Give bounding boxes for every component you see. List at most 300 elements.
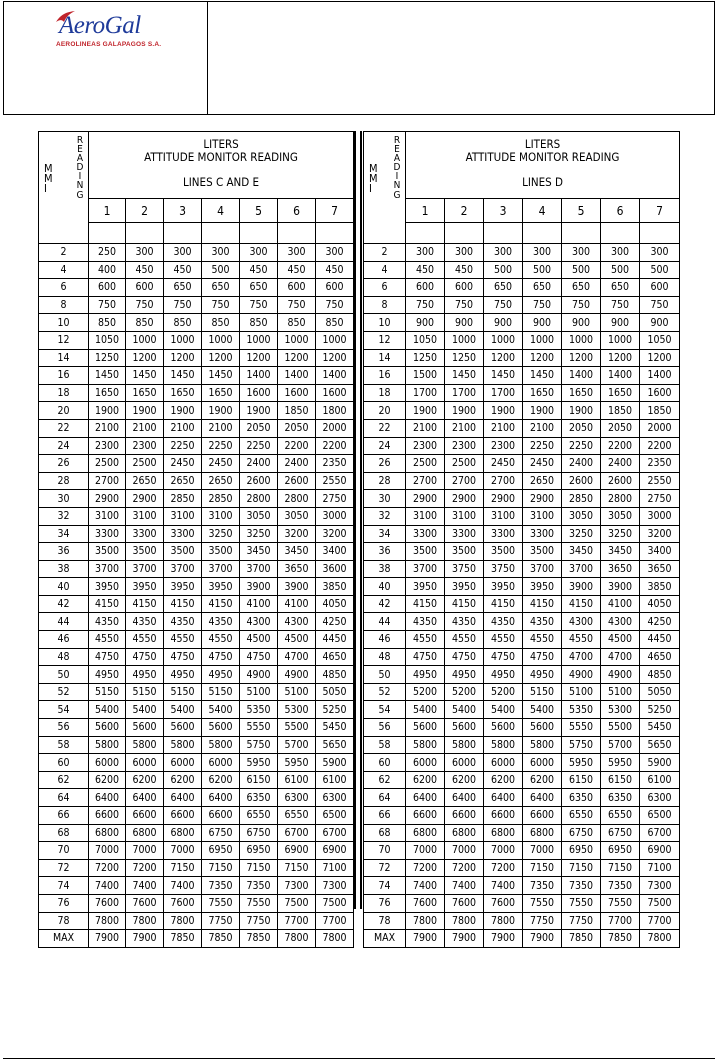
table-row bbox=[364, 842, 680, 860]
liters-cell: 3300 bbox=[126, 525, 164, 543]
liters-cell: 7150 bbox=[164, 859, 202, 877]
liters-cell: 750 bbox=[445, 296, 484, 314]
liters-cell: 6800 bbox=[89, 824, 126, 842]
table-row bbox=[39, 560, 354, 578]
blank-header-cell bbox=[601, 223, 640, 244]
liters-cell: 3050 bbox=[601, 507, 640, 525]
liters-cell: 2850 bbox=[164, 490, 202, 508]
liters-cell: 5900 bbox=[640, 754, 680, 772]
liters-cell: 4750 bbox=[202, 648, 240, 666]
liters-cell: 5800 bbox=[445, 736, 484, 754]
liters-cell: 7150 bbox=[562, 859, 601, 877]
liters-cell: 1400 bbox=[240, 367, 278, 385]
mmi-cell: 58 bbox=[364, 736, 406, 754]
fuel-table-lines-c-and-e bbox=[38, 131, 354, 948]
liters-cell: 7600 bbox=[445, 894, 484, 912]
liters-cell: 6300 bbox=[640, 789, 680, 807]
mmi-cell: 34 bbox=[364, 525, 406, 543]
liters-cell: 300 bbox=[601, 244, 640, 262]
liters-cell: 4350 bbox=[89, 613, 126, 631]
liters-cell: 750 bbox=[126, 296, 164, 314]
mmi-cell: 42 bbox=[364, 595, 406, 613]
column-header: 4 bbox=[202, 199, 240, 223]
liters-cell: 850 bbox=[89, 314, 126, 332]
table-row bbox=[364, 613, 680, 631]
liters-cell: 4150 bbox=[523, 595, 562, 613]
liters-cell: 6000 bbox=[202, 754, 240, 772]
table-row bbox=[39, 349, 354, 367]
liters-cell: 7350 bbox=[562, 877, 601, 895]
table-body bbox=[39, 244, 354, 948]
lines-subtitle: LINES D bbox=[522, 175, 563, 189]
mmi-cell: 58 bbox=[39, 736, 89, 754]
liters-cell: 2400 bbox=[240, 455, 278, 473]
liters-cell: 7500 bbox=[278, 894, 316, 912]
liters-cell: 2400 bbox=[601, 455, 640, 473]
liters-cell: 1250 bbox=[406, 349, 445, 367]
liters-cell: 1200 bbox=[202, 349, 240, 367]
liters-cell: 1000 bbox=[316, 331, 354, 349]
table-row bbox=[364, 631, 680, 649]
liters-cell: 2300 bbox=[406, 437, 445, 455]
mmi-cell: 18 bbox=[364, 384, 406, 402]
liters-cell: 3950 bbox=[89, 578, 126, 596]
liters-cell: 6600 bbox=[164, 807, 202, 825]
table-row bbox=[364, 296, 680, 314]
liters-cell: 2900 bbox=[445, 490, 484, 508]
liters-cell: 6700 bbox=[640, 824, 680, 842]
liters-cell: 2850 bbox=[202, 490, 240, 508]
mmi-cell: 10 bbox=[39, 314, 89, 332]
mmi-cell: 32 bbox=[39, 507, 89, 525]
liters-cell: 450 bbox=[316, 261, 354, 279]
liters-cell: 2050 bbox=[278, 419, 316, 437]
liters-cell: 7850 bbox=[202, 930, 240, 948]
mmi-cell: 46 bbox=[364, 631, 406, 649]
liters-cell: 7700 bbox=[316, 912, 354, 930]
mmi-cell: 52 bbox=[364, 683, 406, 701]
mmi-cell: 30 bbox=[364, 490, 406, 508]
liters-cell: 650 bbox=[202, 279, 240, 297]
liters-cell: 4750 bbox=[126, 648, 164, 666]
liters-cell: 4450 bbox=[316, 631, 354, 649]
liters-cell: 6550 bbox=[278, 807, 316, 825]
liters-cell: 4550 bbox=[445, 631, 484, 649]
table-row bbox=[39, 613, 354, 631]
liters-cell: 600 bbox=[126, 279, 164, 297]
liters-cell: 4550 bbox=[523, 631, 562, 649]
mmi-reading-header bbox=[364, 132, 406, 244]
liters-cell: 6400 bbox=[523, 789, 562, 807]
liters-cell: 1200 bbox=[640, 349, 680, 367]
mmi-cell: 70 bbox=[39, 842, 89, 860]
table-row bbox=[39, 807, 354, 825]
liters-cell: 450 bbox=[126, 261, 164, 279]
mmi-cell: 38 bbox=[364, 560, 406, 578]
liters-cell: 6100 bbox=[316, 771, 354, 789]
liters-cell: 4750 bbox=[240, 648, 278, 666]
liters-cell: 2100 bbox=[445, 419, 484, 437]
liters-cell: 300 bbox=[406, 244, 445, 262]
mmi-cell: 18 bbox=[39, 384, 89, 402]
liters-cell: 3100 bbox=[202, 507, 240, 525]
table-row bbox=[39, 771, 354, 789]
liters-cell: 1250 bbox=[445, 349, 484, 367]
mmi-reading-header bbox=[39, 132, 89, 244]
table-row bbox=[364, 331, 680, 349]
liters-cell: 2300 bbox=[89, 437, 126, 455]
liters-cell: 6200 bbox=[445, 771, 484, 789]
mmi-cell: 6 bbox=[364, 279, 406, 297]
liters-cell: 1900 bbox=[523, 402, 562, 420]
blank-header-cell bbox=[523, 223, 562, 244]
liters-cell: 750 bbox=[240, 296, 278, 314]
liters-cell: 1700 bbox=[484, 384, 523, 402]
liters-cell: 1900 bbox=[562, 402, 601, 420]
liters-cell: 2800 bbox=[278, 490, 316, 508]
mmi-cell: 74 bbox=[39, 877, 89, 895]
liters-cell: 4150 bbox=[89, 595, 126, 613]
liters-cell: 6350 bbox=[240, 789, 278, 807]
column-header: 3 bbox=[164, 199, 202, 223]
liters-cell: 6000 bbox=[89, 754, 126, 772]
liters-cell: 1650 bbox=[202, 384, 240, 402]
liters-cell: 850 bbox=[278, 314, 316, 332]
reading-label: R E A D I N G bbox=[76, 135, 84, 201]
mmi-cell: 16 bbox=[39, 367, 89, 385]
liters-cell: 850 bbox=[240, 314, 278, 332]
mmi-cell: 48 bbox=[39, 648, 89, 666]
liters-cell: 7800 bbox=[484, 912, 523, 930]
liters-cell: 6400 bbox=[164, 789, 202, 807]
liters-cell: 4350 bbox=[445, 613, 484, 631]
table-divider bbox=[354, 131, 362, 909]
liters-cell: 3050 bbox=[278, 507, 316, 525]
liters-cell: 5200 bbox=[406, 683, 445, 701]
liters-cell: 5600 bbox=[445, 719, 484, 737]
liters-cell: 900 bbox=[562, 314, 601, 332]
liters-cell: 3500 bbox=[164, 543, 202, 561]
table-row bbox=[39, 824, 354, 842]
liters-cell: 6350 bbox=[601, 789, 640, 807]
table-row bbox=[39, 930, 354, 948]
table-row bbox=[39, 754, 354, 772]
liters-cell: 7200 bbox=[445, 859, 484, 877]
liters-cell: 4950 bbox=[406, 666, 445, 684]
liters-cell: 6700 bbox=[278, 824, 316, 842]
liters-cell: 3100 bbox=[89, 507, 126, 525]
liters-cell: 7750 bbox=[240, 912, 278, 930]
liters-cell: 7900 bbox=[523, 930, 562, 948]
mmi-cell: 20 bbox=[364, 402, 406, 420]
liters-cell: 7900 bbox=[445, 930, 484, 948]
table-row bbox=[39, 472, 354, 490]
blank-header-cell bbox=[240, 223, 278, 244]
liters-cell: 2700 bbox=[484, 472, 523, 490]
liters-cell: 3950 bbox=[126, 578, 164, 596]
table-row bbox=[364, 824, 680, 842]
liters-cell: 4550 bbox=[89, 631, 126, 649]
liters-cell: 5400 bbox=[523, 701, 562, 719]
logo-wordmark: AeroGal bbox=[59, 12, 141, 39]
liters-cell: 6350 bbox=[562, 789, 601, 807]
liters-cell: 6000 bbox=[445, 754, 484, 772]
liters-cell: 900 bbox=[601, 314, 640, 332]
liters-cell: 650 bbox=[164, 279, 202, 297]
liters-cell: 5050 bbox=[640, 683, 680, 701]
footer-rule bbox=[3, 1058, 715, 1059]
liters-cell: 3050 bbox=[240, 507, 278, 525]
liters-cell: 1600 bbox=[278, 384, 316, 402]
liters-cell: 2100 bbox=[523, 419, 562, 437]
liters-cell: 5100 bbox=[562, 683, 601, 701]
liters-cell: 5400 bbox=[164, 701, 202, 719]
mmi-cell: 40 bbox=[364, 578, 406, 596]
liters-cell: 7900 bbox=[484, 930, 523, 948]
liters-cell: 7300 bbox=[640, 877, 680, 895]
liters-cell: 3500 bbox=[523, 543, 562, 561]
liters-cell: 5400 bbox=[406, 701, 445, 719]
liters-cell: 2250 bbox=[240, 437, 278, 455]
liters-cell: 6400 bbox=[445, 789, 484, 807]
blank-header-cell bbox=[562, 223, 601, 244]
liters-cell: 1450 bbox=[164, 367, 202, 385]
liters-cell: 3900 bbox=[240, 578, 278, 596]
liters-cell: 750 bbox=[640, 296, 680, 314]
table-row bbox=[39, 912, 354, 930]
liters-cell: 3900 bbox=[562, 578, 601, 596]
table-row bbox=[364, 349, 680, 367]
liters-cell: 650 bbox=[240, 279, 278, 297]
liters-cell: 300 bbox=[126, 244, 164, 262]
table-row bbox=[364, 419, 680, 437]
liters-cell: 5600 bbox=[202, 719, 240, 737]
table-row bbox=[364, 560, 680, 578]
liters-cell: 1400 bbox=[562, 367, 601, 385]
liters-cell: 2700 bbox=[406, 472, 445, 490]
liters-cell: 500 bbox=[523, 261, 562, 279]
liters-cell: 7400 bbox=[445, 877, 484, 895]
liters-cell: 6800 bbox=[445, 824, 484, 842]
liters-cell: 600 bbox=[316, 279, 354, 297]
liters-cell: 6600 bbox=[484, 807, 523, 825]
liters-cell: 3700 bbox=[164, 560, 202, 578]
table-row bbox=[364, 595, 680, 613]
liters-cell: 6200 bbox=[89, 771, 126, 789]
liters-cell: 3950 bbox=[484, 578, 523, 596]
mmi-cell: 76 bbox=[364, 894, 406, 912]
liters-cell: 1450 bbox=[202, 367, 240, 385]
table-row bbox=[364, 507, 680, 525]
liters-cell: 5800 bbox=[126, 736, 164, 754]
liters-cell: 2500 bbox=[89, 455, 126, 473]
liters-cell: 7100 bbox=[316, 859, 354, 877]
liters-cell: 6950 bbox=[562, 842, 601, 860]
table-row bbox=[39, 789, 354, 807]
liters-cell: 6400 bbox=[126, 789, 164, 807]
liters-cell: 4150 bbox=[484, 595, 523, 613]
liters-cell: 2700 bbox=[89, 472, 126, 490]
mmi-cell: 8 bbox=[364, 296, 406, 314]
liters-cell: 7600 bbox=[89, 894, 126, 912]
liters-cell: 3250 bbox=[601, 525, 640, 543]
mmi-cell: 36 bbox=[39, 543, 89, 561]
liters-cell: 3500 bbox=[89, 543, 126, 561]
liters-cell: 2100 bbox=[202, 419, 240, 437]
liters-cell: 5950 bbox=[601, 754, 640, 772]
liters-cell: 4950 bbox=[523, 666, 562, 684]
liters-cell: 300 bbox=[562, 244, 601, 262]
liters-cell: 4250 bbox=[640, 613, 680, 631]
liters-cell: 750 bbox=[562, 296, 601, 314]
liters-cell: 5800 bbox=[89, 736, 126, 754]
mmi-cell: 42 bbox=[39, 595, 89, 613]
liters-cell: 5800 bbox=[406, 736, 445, 754]
table-row bbox=[364, 736, 680, 754]
liters-cell: 7700 bbox=[601, 912, 640, 930]
table-row bbox=[364, 648, 680, 666]
liters-cell: 4350 bbox=[484, 613, 523, 631]
liters-cell: 7800 bbox=[406, 912, 445, 930]
liters-cell: 3900 bbox=[278, 578, 316, 596]
liters-cell: 7850 bbox=[601, 930, 640, 948]
liters-cell: 1000 bbox=[601, 331, 640, 349]
liters-cell: 1400 bbox=[640, 367, 680, 385]
liters-cell: 2250 bbox=[523, 437, 562, 455]
liters-cell: 4050 bbox=[640, 595, 680, 613]
liters-cell: 2600 bbox=[601, 472, 640, 490]
liters-cell: 300 bbox=[316, 244, 354, 262]
liters-cell: 900 bbox=[484, 314, 523, 332]
table-row bbox=[364, 244, 680, 262]
liters-cell: 7750 bbox=[202, 912, 240, 930]
mmi-cell: 72 bbox=[364, 859, 406, 877]
liters-cell: 6000 bbox=[484, 754, 523, 772]
liters-cell: 1900 bbox=[89, 402, 126, 420]
liters-cell: 4750 bbox=[445, 648, 484, 666]
column-header: 5 bbox=[240, 199, 278, 223]
mmi-cell: 66 bbox=[364, 807, 406, 825]
liters-cell: 6600 bbox=[126, 807, 164, 825]
liters-cell: 1400 bbox=[316, 367, 354, 385]
liters-cell: 2800 bbox=[240, 490, 278, 508]
liters-cell: 5650 bbox=[316, 736, 354, 754]
liters-cell: 1650 bbox=[126, 384, 164, 402]
liters-cell: 3100 bbox=[484, 507, 523, 525]
liters-cell: 850 bbox=[126, 314, 164, 332]
liters-cell: 3000 bbox=[316, 507, 354, 525]
table-row bbox=[364, 683, 680, 701]
mmi-cell: 62 bbox=[39, 771, 89, 789]
liters-cell: 3000 bbox=[640, 507, 680, 525]
liters-cell: 2350 bbox=[316, 455, 354, 473]
liters-cell: 7000 bbox=[445, 842, 484, 860]
column-header: 7 bbox=[316, 199, 354, 223]
liters-cell: 3300 bbox=[445, 525, 484, 543]
liters-cell: 300 bbox=[164, 244, 202, 262]
mmi-cell: 22 bbox=[364, 419, 406, 437]
liters-cell: 4950 bbox=[89, 666, 126, 684]
liters-cell: 6200 bbox=[126, 771, 164, 789]
liters-cell: 1450 bbox=[126, 367, 164, 385]
liters-cell: 600 bbox=[278, 279, 316, 297]
liters-cell: 300 bbox=[523, 244, 562, 262]
liters-cell: 3300 bbox=[484, 525, 523, 543]
liters-cell: 2500 bbox=[126, 455, 164, 473]
liters-cell: 6750 bbox=[202, 824, 240, 842]
liters-cell: 5950 bbox=[562, 754, 601, 772]
liters-cell: 3200 bbox=[316, 525, 354, 543]
liters-cell: 3500 bbox=[202, 543, 240, 561]
liters-cell: 3650 bbox=[601, 560, 640, 578]
liters-cell: 2300 bbox=[126, 437, 164, 455]
mmi-cell: 62 bbox=[364, 771, 406, 789]
liters-cell: 4150 bbox=[562, 595, 601, 613]
liters-cell: 4950 bbox=[445, 666, 484, 684]
liters-cell: 750 bbox=[202, 296, 240, 314]
table-row bbox=[364, 771, 680, 789]
liters-cell: 2600 bbox=[562, 472, 601, 490]
liters-cell: 850 bbox=[202, 314, 240, 332]
liters-cell: 2900 bbox=[523, 490, 562, 508]
liters-cell: 4950 bbox=[164, 666, 202, 684]
liters-cell: 5800 bbox=[484, 736, 523, 754]
liters-cell: 5150 bbox=[164, 683, 202, 701]
liters-cell: 5950 bbox=[278, 754, 316, 772]
liters-cell: 4950 bbox=[484, 666, 523, 684]
liters-cell: 6550 bbox=[240, 807, 278, 825]
liters-cell: 6200 bbox=[523, 771, 562, 789]
liters-cell: 4900 bbox=[278, 666, 316, 684]
liters-cell: 4650 bbox=[640, 648, 680, 666]
liters-cell: 3500 bbox=[484, 543, 523, 561]
liters-cell: 3700 bbox=[406, 560, 445, 578]
liters-cell: 4150 bbox=[445, 595, 484, 613]
liters-cell: 6750 bbox=[240, 824, 278, 842]
liters-cell: 7750 bbox=[523, 912, 562, 930]
table-row bbox=[39, 331, 354, 349]
liters-cell: 5600 bbox=[406, 719, 445, 737]
table-row bbox=[364, 894, 680, 912]
liters-cell: 7000 bbox=[484, 842, 523, 860]
table-row bbox=[39, 666, 354, 684]
liters-cell: 1000 bbox=[126, 331, 164, 349]
liters-cell: 1200 bbox=[240, 349, 278, 367]
liters-cell: 2900 bbox=[89, 490, 126, 508]
column-number-row bbox=[364, 199, 680, 223]
liters-cell: 5150 bbox=[89, 683, 126, 701]
column-header: 3 bbox=[484, 199, 523, 223]
liters-cell: 300 bbox=[445, 244, 484, 262]
liters-cell: 4700 bbox=[601, 648, 640, 666]
liters-cell: 7500 bbox=[640, 894, 680, 912]
liters-cell: 1200 bbox=[562, 349, 601, 367]
liters-cell: 5800 bbox=[523, 736, 562, 754]
mmi-cell: 36 bbox=[364, 543, 406, 561]
liters-cell: 5400 bbox=[445, 701, 484, 719]
liters-cell: 5550 bbox=[562, 719, 601, 737]
liters-cell: 2650 bbox=[164, 472, 202, 490]
liters-cell: 5300 bbox=[601, 701, 640, 719]
liters-cell: 4550 bbox=[406, 631, 445, 649]
mmi-cell: 4 bbox=[364, 261, 406, 279]
liters-cell: 6800 bbox=[126, 824, 164, 842]
liters-cell: 2100 bbox=[484, 419, 523, 437]
liters-cell: 5450 bbox=[640, 719, 680, 737]
liters-cell: 4750 bbox=[164, 648, 202, 666]
liters-cell: 650 bbox=[562, 279, 601, 297]
liters-cell: 7600 bbox=[126, 894, 164, 912]
